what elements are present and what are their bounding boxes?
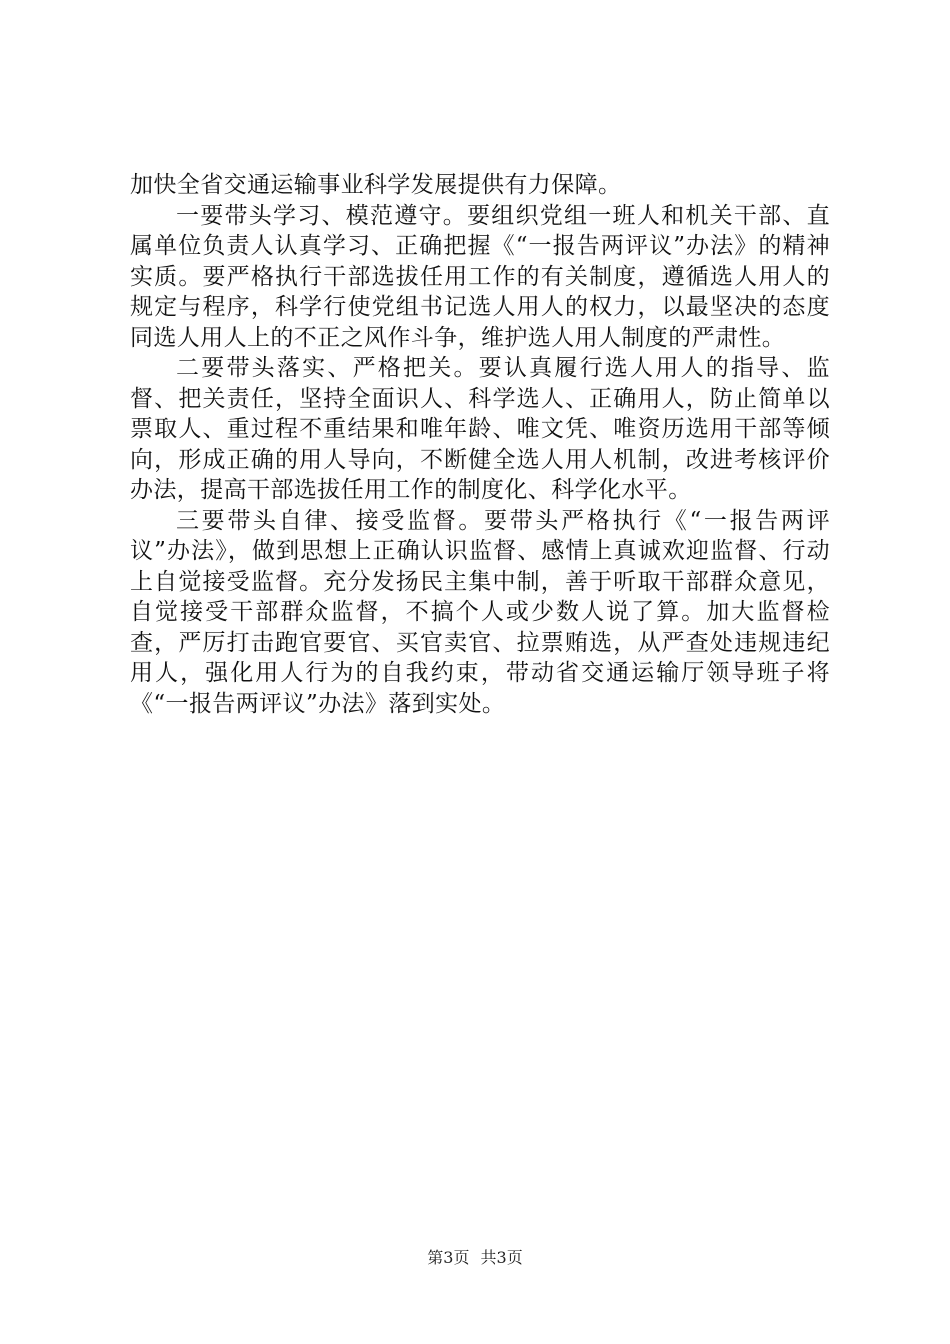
paragraph-implement: 二要带头落实、严格把关。要认真履行选人用人的指导、监督、把关责任，坚持全面识人、科学选人、正确用人，防止简单以票取人、重过程不重结果和唯年龄、唯文凭、唯资历选用干部等倾向，形成正确的用人导向，不断健全选人用人机制，改进考核评价办法，提高干部选拔任用工作的制度化、科学化水平。 [130,355,830,503]
page-number: 第3页 [427,1248,470,1267]
page-total: 共3页 [480,1248,523,1267]
document-body [130,170,830,719]
paragraph-study: 一要带头学习、模范遵守。要组织党组一班人和机关干部、直属单位负责人认真学习、正确把握《“一报告两评议”办法》的精神实质。要严格执行干部选拔任用工作的有关制度，遵循选人用人的规定与程序，科学行使党组书记选人用人的权力，以最坚决的态度同选人用人上的不正之风作斗争，维护选人用人制度的严肃性。 [130,202,830,351]
page-footer [0,1245,950,1268]
paragraph-supervision: 三要带头自律、接受监督。要带头严格执行《“一报告两评议”办法》，做到思想上正确认识监督、感情上真诚欢迎监督、行动上自觉接受监督。充分发扬民主集中制，善于听取干部群众意见，自觉接受干部群众监督，不搞个人或少数人说了算。加大监督检查，严厉打击跑官要官、买官卖官、拉票贿选，从严查处违规违纪用人，强化用人行为的自我约束，带动省交通运输厅领导班子将《“一报告两评议”办法》落到实处。 [130,507,830,717]
paragraph-continuation: 加快全省交通运输事业科学发展提供有力保障。 [130,172,622,198]
